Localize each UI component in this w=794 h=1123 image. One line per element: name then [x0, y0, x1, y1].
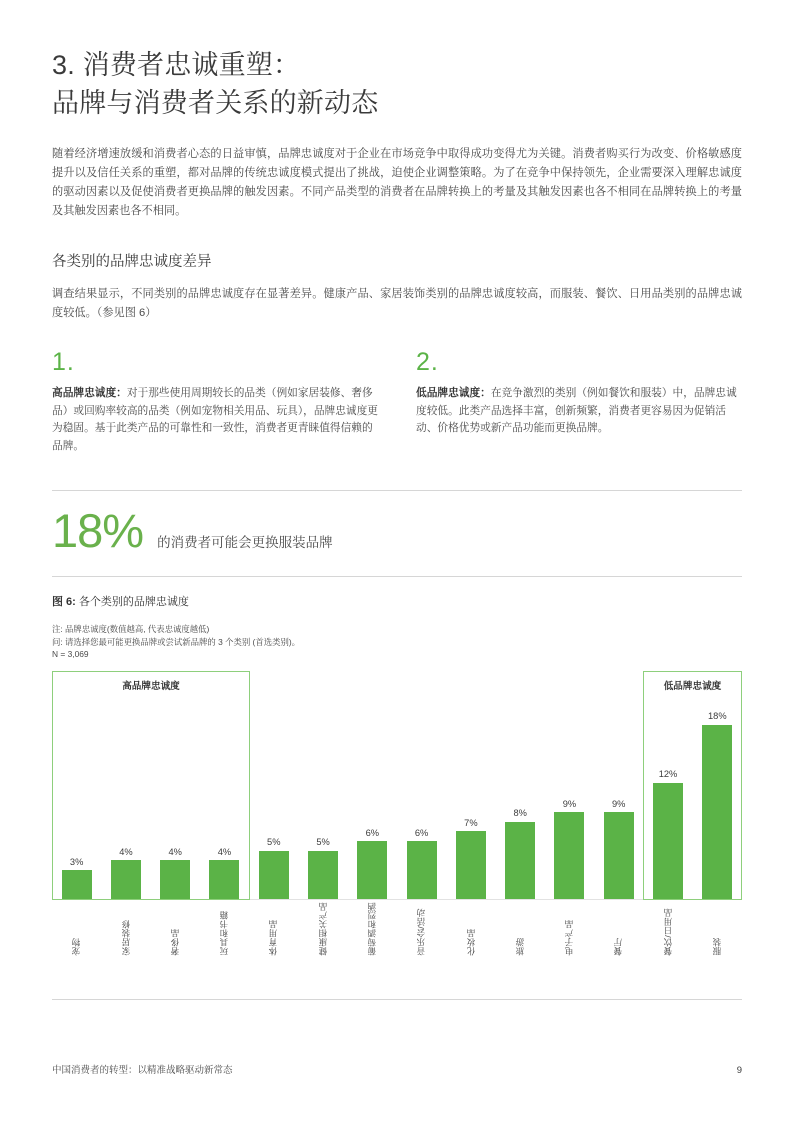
page-number: 9: [736, 1065, 742, 1076]
point-number-2: 2.: [416, 348, 439, 377]
point-body-1: [52, 385, 378, 456]
chart-x-label: 餐厅: [613, 937, 624, 956]
page-title-line-1: 3. 消费者忠诚重塑：: [52, 50, 301, 80]
chart-x-label-cell: [52, 902, 101, 955]
page-content: [52, 0, 742, 1000]
bar: [209, 860, 239, 899]
point-text-2: 在竞争激烈的类别（例如餐饮和服装）中，品牌忠诚度较低。此类产品选择丰富，创新频繁，消费者更容易因为促销活动、价格优势或新产品功能而更换品牌。: [416, 386, 737, 435]
bar-value-label: 12%: [658, 769, 678, 780]
page-footer: [52, 1062, 742, 1076]
bar: [456, 831, 486, 899]
chart-x-label: 健康相关产品: [317, 902, 328, 956]
point-number-1: 1.: [52, 348, 75, 377]
chart-x-label-cell: [446, 902, 495, 955]
bar-value-label: 9%: [562, 798, 577, 809]
chart-x-label: 体育用品: [268, 919, 279, 956]
figure-notes: [52, 623, 742, 661]
chart-x-label-cell: [298, 902, 347, 955]
point-lead-2: 低品牌忠诚度：: [416, 386, 491, 399]
bar: [160, 860, 190, 899]
chart-x-label: 电子产品: [564, 919, 575, 956]
chart-bar-column: [693, 671, 742, 899]
chart-x-labels: [52, 902, 742, 955]
chart-x-label: 旅游: [514, 937, 525, 956]
bar-value-label: 5%: [316, 837, 330, 848]
bar: [505, 822, 535, 900]
bar-value-label: 6%: [414, 827, 429, 838]
chart-x-label-cell: [594, 902, 643, 955]
divider-below-chart: [52, 999, 742, 1000]
chart-x-label-cell: [151, 902, 200, 955]
bar-value-label: 18%: [707, 711, 727, 722]
points-list: [52, 349, 742, 456]
chart-bar-column: [446, 671, 495, 899]
chart-x-label-cell: [496, 902, 545, 955]
chart-bars: [52, 671, 742, 899]
point-body-2: [416, 385, 742, 438]
point-text-1: 对于那些使用周期较长的品类（例如家居装修、奢侈品）或回购率较高的品类（例如宠物相关用品、玩具），品牌忠诚度更为稳固。基于此类产品的可靠性和一致性，消费者更青睐值得信赖的品牌。: [52, 386, 378, 453]
section-paragraph: 调查结果显示，不同类别的品牌忠诚度存在显著差异。健康产品、家居装饰类别的品牌忠诚度较高，而服装、餐饮、日用品类别的品牌忠诚度较低。（参见图 6）: [52, 287, 742, 319]
stat-value: 18%: [52, 503, 144, 557]
section-heading: 各类别的品牌忠诚度差异: [52, 253, 212, 270]
chart-x-label: 化妆品: [465, 928, 476, 956]
chart-x-label: 玩具和书籍: [219, 911, 230, 956]
chart-bar-column: [200, 671, 249, 899]
chart-bar-column: [101, 671, 150, 899]
bar: [702, 725, 732, 900]
figure-title-text: 各个类别的品牌忠诚度: [78, 595, 189, 608]
chart-x-label-cell: [200, 902, 249, 955]
bar-value-label: 9%: [612, 798, 626, 809]
page-title: [52, 46, 742, 123]
chart-x-label-cell: [249, 902, 298, 955]
point-item-1: [52, 349, 378, 456]
chart-x-label: 葡萄酒和烈酒: [367, 902, 378, 956]
bar-value-label: 8%: [513, 808, 527, 819]
chart-plot-area: [52, 671, 742, 899]
figure-note-1: 注: 品牌忠诚度(数值越高, 代表忠诚度越低): [52, 623, 210, 634]
chart-x-label-cell: [397, 902, 446, 955]
bar: [604, 812, 634, 899]
chart-x-label-cell: [348, 902, 397, 955]
chart-x-label: 宠物: [71, 937, 82, 956]
chart-x-label-cell: [545, 902, 594, 955]
bar: [62, 870, 92, 899]
bar-value-label: 4%: [217, 847, 232, 858]
chart-x-label: 餐饮/日用品: [662, 908, 673, 956]
chart-bar-column: [249, 671, 298, 899]
bar-value-label: 5%: [267, 837, 281, 848]
stat-label: 的消费者可能会更换服装品牌: [157, 534, 333, 550]
footer-text: 中国消费者的转型：以精准战略驱动新常态: [52, 1065, 233, 1076]
divider-below-stat: [52, 576, 742, 577]
chart-bar-column: [298, 671, 347, 899]
figure-caption: [52, 593, 742, 609]
stat-callout: [52, 503, 742, 557]
bar-value-label: 6%: [365, 827, 380, 838]
chart-bar-column: [545, 671, 594, 899]
bar: [111, 860, 141, 899]
bar-value-label: 4%: [119, 847, 133, 858]
bar: [554, 812, 584, 899]
bar-chart: [52, 671, 742, 981]
chart-bar-column: [594, 671, 643, 899]
point-item-2: [416, 349, 742, 456]
group-label-low-loyalty: 低品牌忠诚度: [663, 681, 722, 693]
divider-above-stat: [52, 490, 742, 491]
chart-x-label: 服装: [712, 937, 722, 956]
chart-x-label: 奢侈品: [169, 928, 180, 956]
figure-note-2: 问: 请选择您最可能更换品牌或尝试新品牌的 3 个类别 (首选类别)。: [52, 636, 300, 647]
page-title-line-2: 品牌与消费者关系的新动态: [52, 88, 379, 119]
bar: [308, 851, 338, 900]
bar: [357, 841, 387, 899]
chart-bar-column: [397, 671, 446, 899]
bar: [653, 783, 683, 899]
chart-x-label: 音乐会/活动: [416, 908, 427, 956]
chart-x-label: 家居装修: [120, 919, 131, 956]
chart-x-axis: [52, 899, 742, 900]
intro-paragraph: 随着经济增速放缓和消费者心态的日益审慎，品牌忠诚度对于企业在市场竞争中取得成功变得尤为关键。消费者购买行为改变、价格敏感度提升以及信任关系的重塑，都对品牌的传统忠诚度模式提出了挑战，迫使企业调整策略。为了在竞争中保持领先，企业需要深入理解忠诚度的驱动因素以及促使消费者更换品牌的触发因素。不同产品类型的消费者在品牌转换上的考量及其触发因素也各不相同在品牌转换上的考量及其触发因素也各不相同。: [52, 147, 742, 218]
point-lead-1: 高品牌忠诚度：: [52, 386, 127, 399]
bar-value-label: 3%: [69, 856, 84, 867]
bar: [259, 851, 289, 900]
bar-value-label: 7%: [464, 817, 478, 828]
chart-bar-column: [348, 671, 397, 899]
chart-bar-column: [52, 671, 101, 899]
chart-x-label-cell: [643, 902, 692, 955]
chart-bar-column: [496, 671, 545, 899]
bar: [407, 841, 437, 899]
figure-note-3: N = 3,069: [52, 649, 89, 660]
chart-bar-column: [643, 671, 692, 899]
chart-x-label-cell: [101, 902, 150, 955]
figure-label: 图 6:: [52, 595, 76, 608]
group-label-high-loyalty: 高品牌忠诚度: [122, 681, 180, 693]
chart-x-label-cell: [693, 902, 742, 955]
bar-value-label: 4%: [168, 847, 182, 858]
chart-bar-column: [151, 671, 200, 899]
